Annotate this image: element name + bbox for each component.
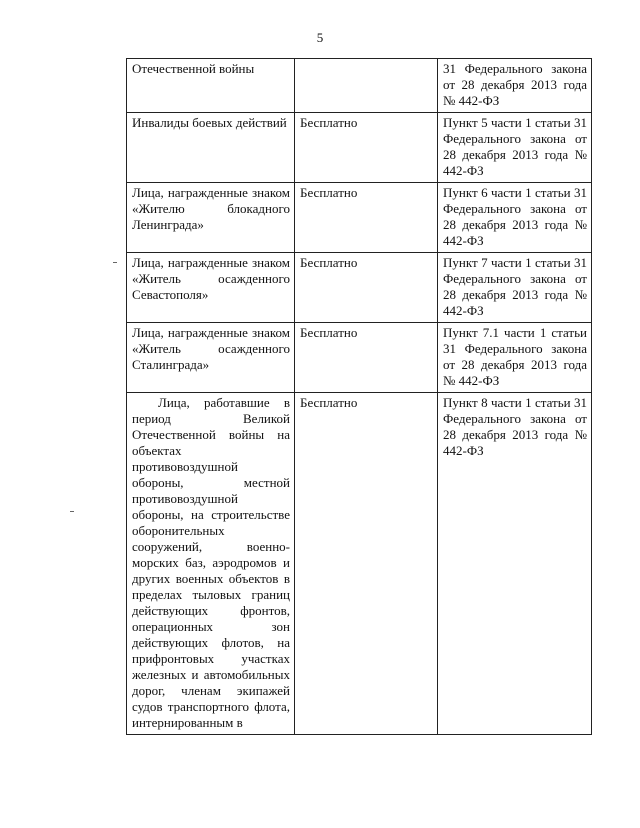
table-row xyxy=(127,183,592,253)
legal-basis-cell: Пункт 8 части 1 статьи 31 Федерального закона от 28 декабря 2013 года № 442-ФЗ xyxy=(438,393,592,735)
legal-basis-cell: Пункт 5 части 1 статьи 31 Федерального закона от 28 декабря 2013 года № 442-ФЗ xyxy=(438,113,592,183)
category-cell: Лица, награжденные знаком «Житель осажденного Сталинграда» xyxy=(127,323,295,393)
cost-cell: Бесплатно xyxy=(295,253,438,323)
legal-basis-cell: Пункт 7.1 части 1 статьи 31 Федерального закона от 28 декабря 2013 года № 442-ФЗ xyxy=(438,323,592,393)
category-cell: Лица, награжденные знаком «Житель осажденного Севастополя» xyxy=(127,253,295,323)
cost-cell xyxy=(295,59,438,113)
table-row xyxy=(127,323,592,393)
table-row xyxy=(127,59,592,113)
cost-cell: Бесплатно xyxy=(295,323,438,393)
cost-cell: Бесплатно xyxy=(295,113,438,183)
page-number: 5 xyxy=(316,30,324,45)
category-cell: Лица, работавшие в период Великой Отечественной войны на объектах противовоздушной обороны, местной противовоздушной обороны, на строительстве оборонительных сооружений, военно-морских баз, аэродромов и других военных объектов в пределах тыловых границ действующих фронтов, операционных зон действующих флотов, на прифронтовых участках железных и автомобильных дорог, членам экипажей судов транспортного флота, интернированным в xyxy=(127,393,295,735)
legal-basis-cell: Пункт 6 части 1 статьи 31 Федерального закона от 28 декабря 2013 года № 442-ФЗ xyxy=(438,183,592,253)
table-row xyxy=(127,113,592,183)
category-cell: Лица, награжденные знаком «Жителю блокадного Ленинграда» xyxy=(127,183,295,253)
benefits-table xyxy=(126,58,592,735)
cost-cell: Бесплатно xyxy=(295,393,438,735)
legal-basis-cell: 31 Федерального закона от 28 декабря 2013 года № 442-ФЗ xyxy=(438,59,592,113)
category-cell: Отечественной войны xyxy=(127,59,295,113)
category-cell: Инвалиды боевых действий xyxy=(127,113,295,183)
table-row xyxy=(127,253,592,323)
cost-cell: Бесплатно xyxy=(295,183,438,253)
table-row xyxy=(127,393,592,735)
scan-speck xyxy=(70,511,74,512)
scan-speck xyxy=(113,262,117,263)
legal-basis-cell: Пункт 7 части 1 статьи 31 Федерального закона от 28 декабря 2013 года № 442-ФЗ xyxy=(438,253,592,323)
